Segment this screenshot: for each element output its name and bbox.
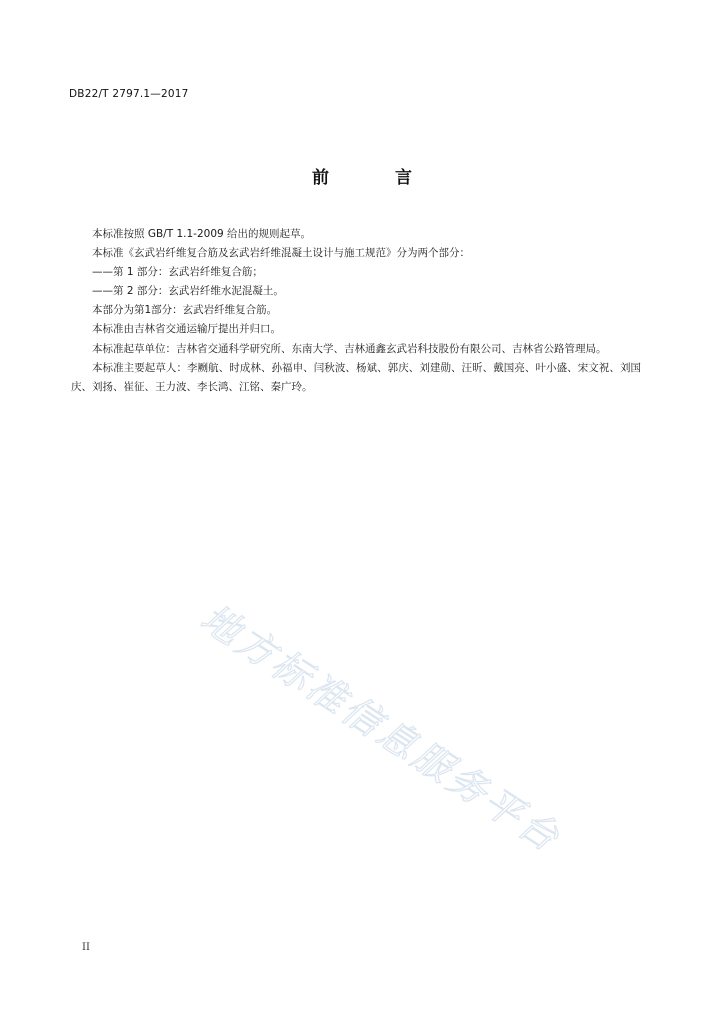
standard-code: DB22/T 2797.1—2017 bbox=[69, 88, 189, 100]
paragraph-this-part: 本部分为第1部分：玄武岩纤维复合筋。 bbox=[92, 304, 278, 317]
page-number: II bbox=[82, 942, 90, 953]
paragraph-drafting-units: 本标准起草单位：吉林省交通科学研究所、东南大学、吉林通鑫玄武岩科技股份有限公司、吉林省公路管理局。 bbox=[92, 342, 607, 355]
page-title: 前 言 bbox=[312, 168, 442, 188]
paragraph-drafters: 本标准主要起草人：李劂航、时成林、孙福申、闫秋波、杨斌、郭庆、刘建勋、汪昕、戴国亮、叶小盛、宋文祝、刘国庆、刘扬、崔征、王力波、李长鸿、江铭、秦广玲。 bbox=[71, 361, 641, 393]
paragraph-parts-intro: 本标准《玄武岩纤维复合筋及玄武岩纤维混凝土设计与施工规范》分为两个部分： bbox=[92, 247, 470, 260]
paragraph-part-2: ——第 2 部分：玄武岩纤维水泥混凝土。 bbox=[92, 285, 284, 298]
watermark-text: 地方标准信息服务平台 bbox=[193, 595, 570, 862]
paragraph-drafting-rules: 本标准按照 GB/T 1.1-2009 给出的规则起草。 bbox=[92, 228, 312, 240]
foreword-body bbox=[71, 225, 641, 397]
paragraph-part-1: ——第 1 部分：玄武岩纤维复合筋； bbox=[92, 266, 263, 279]
paragraph-proposer: 本标准由吉林省交通运输厅提出并归口。 bbox=[92, 323, 281, 336]
